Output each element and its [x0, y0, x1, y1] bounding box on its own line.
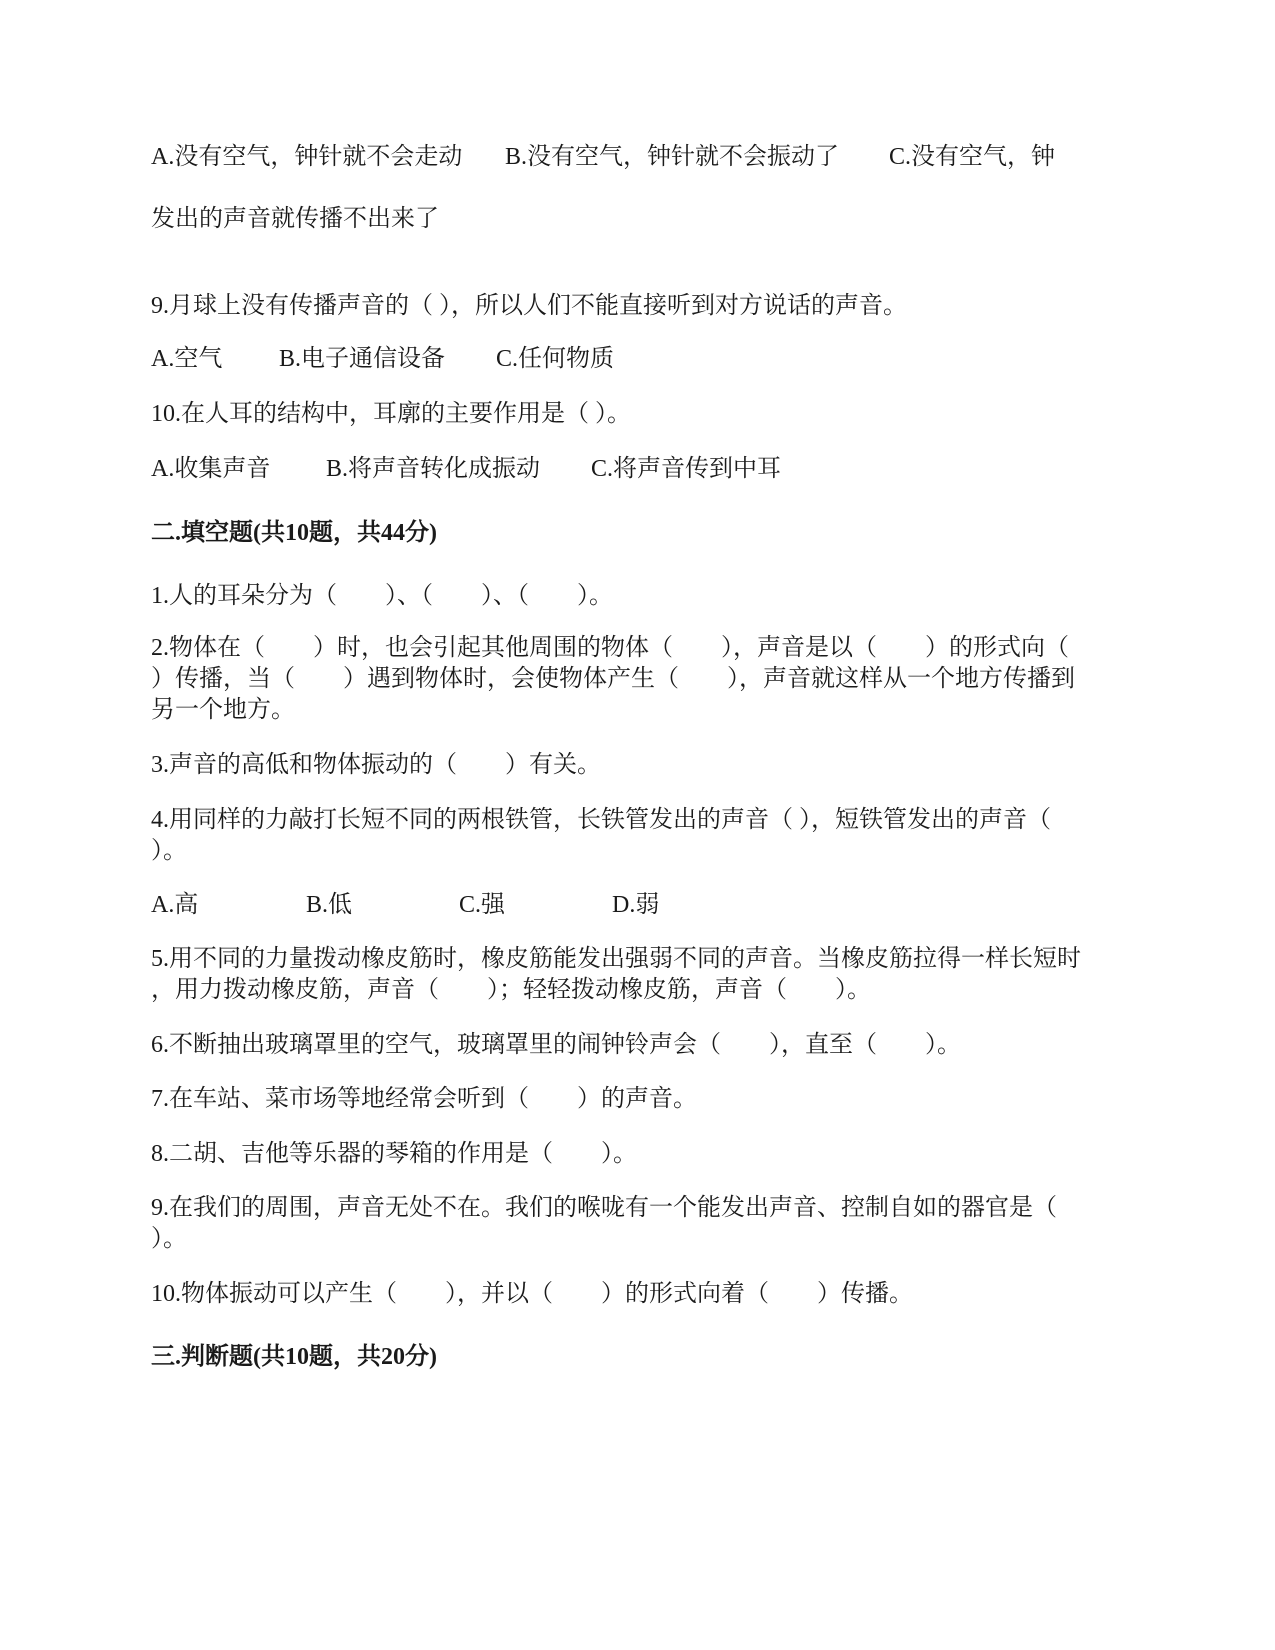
- fill-q4-option-c: C.强: [459, 892, 506, 918]
- fill-q10: 10.物体振动可以产生（ ），并以（ ）的形式向着（ ）传播。: [151, 1281, 913, 1307]
- fill-q4-option-b: B.低: [306, 892, 353, 918]
- fill-q2-line1: 2.物体在（ ）时，也会引起其他周围的物体（ ），声音是以（ ）的形式向（: [151, 635, 1069, 661]
- fill-q2-line3: 另一个地方。: [151, 697, 295, 723]
- fill-q8: 8.二胡、吉他等乐器的琴箱的作用是（ ）。: [151, 1141, 637, 1167]
- q10-question: 10.在人耳的结构中，耳廓的主要作用是（ ）。: [151, 401, 631, 427]
- fill-q4-line1: 4.用同样的力敲打长短不同的两根铁管，长铁管发出的声音（ ），短铁管发出的声音（: [151, 807, 1051, 833]
- q9-option-b: B.电子通信设备: [279, 346, 446, 372]
- fill-q3: 3.声音的高低和物体振动的（ ）有关。: [151, 752, 601, 778]
- fill-q5-line1: 5.用不同的力量拨动橡皮筋时，橡皮筋能发出强弱不同的声音。当橡皮筋拉得一样长短时: [151, 946, 1081, 972]
- q10-option-c: C.将声音传到中耳: [591, 456, 782, 482]
- fill-q1: 1.人的耳朵分为（ ）、（ ）、（ ）。: [151, 583, 613, 609]
- fill-q9-line2: ）。: [151, 1226, 187, 1252]
- q9-option-a: A.空气: [151, 346, 223, 372]
- section3-heading: 三.判断题(共10题，共20分): [151, 1344, 437, 1370]
- fill-q7: 7.在车站、菜市场等地经常会听到（ ）的声音。: [151, 1086, 697, 1112]
- fill-q4-option-a: A.高: [151, 892, 199, 918]
- fill-q4-option-d: D.弱: [612, 892, 660, 918]
- q8-option-c-continued: 发出的声音就传播不出来了: [151, 206, 439, 232]
- fill-q2-line2: ）传播，当（ ）遇到物体时，会使物体产生（ ），声音就这样从一个地方传播到: [151, 666, 1075, 692]
- q9-option-c: C.任何物质: [496, 346, 615, 372]
- fill-q4-line2: ）。: [151, 838, 187, 864]
- q8-option-b: B.没有空气，钟针就不会振动了: [505, 144, 840, 170]
- q10-option-a: A.收集声音: [151, 456, 271, 482]
- section2-heading: 二.填空题(共10题，共44分): [151, 520, 437, 546]
- fill-q5-line2: ，用力拨动橡皮筋，声音（ ）；轻轻拨动橡皮筋，声音（ ）。: [151, 977, 871, 1003]
- q10-option-b: B.将声音转化成振动: [326, 456, 541, 482]
- q8-option-a: A.没有空气，钟针就不会走动: [151, 144, 463, 170]
- fill-q9-line1: 9.在我们的周围，声音无处不在。我们的喉咙有一个能发出声音、控制自如的器官是（: [151, 1195, 1057, 1221]
- fill-q6: 6.不断抽出玻璃罩里的空气，玻璃罩里的闹钟铃声会（ ），直至（ ）。: [151, 1032, 961, 1058]
- q9-question: 9.月球上没有传播声音的（ ），所以人们不能直接听到对方说话的声音。: [151, 293, 907, 319]
- q8-option-c: C.没有空气，钟: [889, 144, 1056, 170]
